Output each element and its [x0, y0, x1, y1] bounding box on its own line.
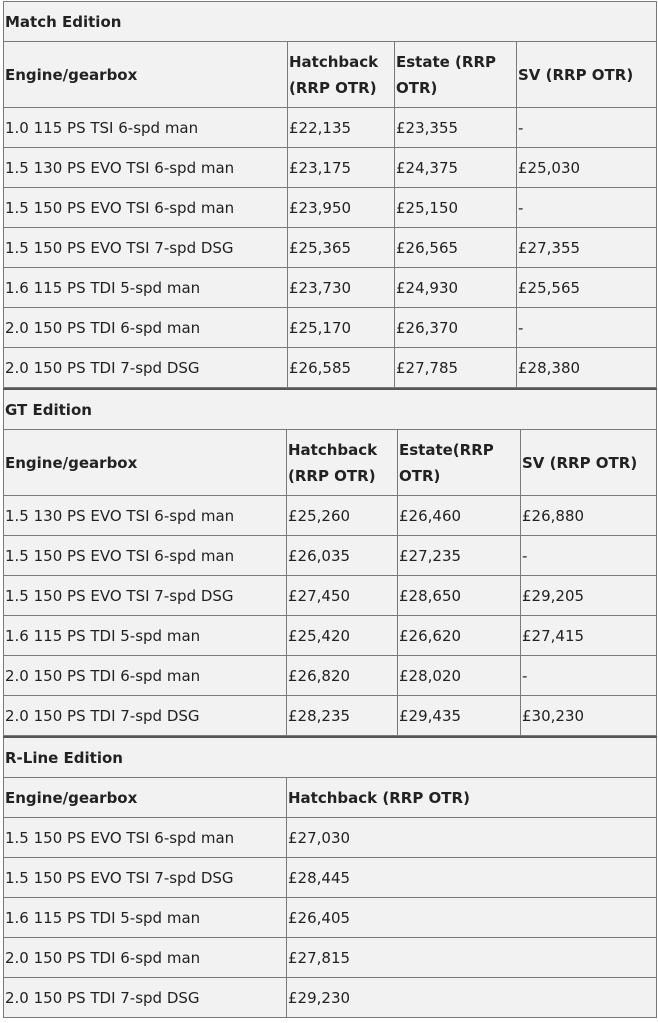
r-line-edition-table [3, 736, 657, 1018]
column-header: Hatchback (RRP OTR) [287, 778, 657, 818]
table-cell: £30,230 [521, 696, 657, 736]
table-cell: £26,460 [398, 496, 521, 536]
table-row [4, 108, 657, 148]
table-cell: 1.5 150 PS EVO TSI 6-spd man [4, 188, 288, 228]
table-cell: £29,230 [287, 978, 657, 1018]
table-row [4, 536, 657, 576]
table-cell: £26,820 [287, 656, 398, 696]
table-row [4, 188, 657, 228]
table-row [4, 228, 657, 268]
table-row [4, 858, 657, 898]
table-cell: £28,020 [398, 656, 521, 696]
table-cell: 1.6 115 PS TDI 5-spd man [4, 898, 287, 938]
table-row [4, 308, 657, 348]
table-cell: £24,930 [395, 268, 517, 308]
table-cell: 1.5 150 PS EVO TSI 7-spd DSG [4, 858, 287, 898]
table-cell: £27,355 [517, 228, 657, 268]
table-cell: £28,650 [398, 576, 521, 616]
column-header: Hatchback (RRP OTR) [287, 430, 398, 496]
table-cell: £26,565 [395, 228, 517, 268]
table-cell: £24,375 [395, 148, 517, 188]
section-title: Match Edition [4, 2, 657, 42]
table-cell: £26,370 [395, 308, 517, 348]
column-header: SV (RRP OTR) [521, 430, 657, 496]
table-cell: £26,880 [521, 496, 657, 536]
table-cell: £28,445 [287, 858, 657, 898]
table-cell: 1.5 130 PS EVO TSI 6-spd man [4, 496, 287, 536]
table-cell: £26,585 [288, 348, 395, 388]
table-row [4, 576, 657, 616]
table-row [4, 496, 657, 536]
table-cell: £27,785 [395, 348, 517, 388]
table-cell: - [517, 188, 657, 228]
table-row [4, 696, 657, 736]
table-cell: £25,150 [395, 188, 517, 228]
table-cell: £27,415 [521, 616, 657, 656]
table-cell: £26,405 [287, 898, 657, 938]
table-cell: 2.0 150 PS TDI 7-spd DSG [4, 978, 287, 1018]
table-cell: £27,815 [287, 938, 657, 978]
column-header: Engine/gearbox [4, 430, 287, 496]
table-cell: £22,135 [288, 108, 395, 148]
table-cell: 2.0 150 PS TDI 6-spd man [4, 656, 287, 696]
table-cell: £28,235 [287, 696, 398, 736]
column-header: Estate (RRP OTR) [395, 42, 517, 108]
table-cell: £26,035 [287, 536, 398, 576]
table-cell: 2.0 150 PS TDI 7-spd DSG [4, 348, 288, 388]
table-cell: 2.0 150 PS TDI 6-spd man [4, 308, 288, 348]
table-row [4, 616, 657, 656]
column-header: Engine/gearbox [4, 42, 288, 108]
table-cell: £27,450 [287, 576, 398, 616]
section-title: R-Line Edition [4, 737, 657, 778]
table-row [4, 656, 657, 696]
table-cell: 1.5 150 PS EVO TSI 7-spd DSG [4, 228, 288, 268]
table-cell: 1.5 150 PS EVO TSI 6-spd man [4, 536, 287, 576]
table-cell: 1.0 115 PS TSI 6-spd man [4, 108, 288, 148]
table-row [4, 898, 657, 938]
table-cell: 1.6 115 PS TDI 5-spd man [4, 268, 288, 308]
table-row [4, 978, 657, 1018]
gt-edition-table [3, 388, 657, 736]
table-row [4, 148, 657, 188]
table-cell: £29,435 [398, 696, 521, 736]
match-edition-table [3, 1, 657, 388]
table-cell: £25,030 [517, 148, 657, 188]
table-cell: 2.0 150 PS TDI 6-spd man [4, 938, 287, 978]
table-cell: £28,380 [517, 348, 657, 388]
table-row [4, 268, 657, 308]
column-header: Estate(RRP OTR) [398, 430, 521, 496]
table-cell: £23,355 [395, 108, 517, 148]
table-cell: 1.5 150 PS EVO TSI 6-spd man [4, 818, 287, 858]
table-cell: - [521, 536, 657, 576]
table-cell: - [517, 308, 657, 348]
table-cell: £23,950 [288, 188, 395, 228]
table-cell: £26,620 [398, 616, 521, 656]
table-cell: £25,170 [288, 308, 395, 348]
table-cell: £27,030 [287, 818, 657, 858]
table-cell: £25,420 [287, 616, 398, 656]
table-cell: - [521, 656, 657, 696]
table-cell: £29,205 [521, 576, 657, 616]
pricing-tables [3, 1, 656, 1018]
table-cell: £23,730 [288, 268, 395, 308]
table-cell: - [517, 108, 657, 148]
table-row [4, 348, 657, 388]
table-cell: £25,565 [517, 268, 657, 308]
table-cell: 1.6 115 PS TDI 5-spd man [4, 616, 287, 656]
table-row [4, 938, 657, 978]
column-header: Engine/gearbox [4, 778, 287, 818]
table-row [4, 818, 657, 858]
table-cell: 1.5 150 PS EVO TSI 7-spd DSG [4, 576, 287, 616]
table-cell: £25,260 [287, 496, 398, 536]
column-header: SV (RRP OTR) [517, 42, 657, 108]
table-cell: 2.0 150 PS TDI 7-spd DSG [4, 696, 287, 736]
table-cell: £27,235 [398, 536, 521, 576]
table-cell: 1.5 130 PS EVO TSI 6-spd man [4, 148, 288, 188]
section-title: GT Edition [4, 389, 657, 430]
table-cell: £23,175 [288, 148, 395, 188]
table-cell: £25,365 [288, 228, 395, 268]
column-header: Hatchback (RRP OTR) [288, 42, 395, 108]
